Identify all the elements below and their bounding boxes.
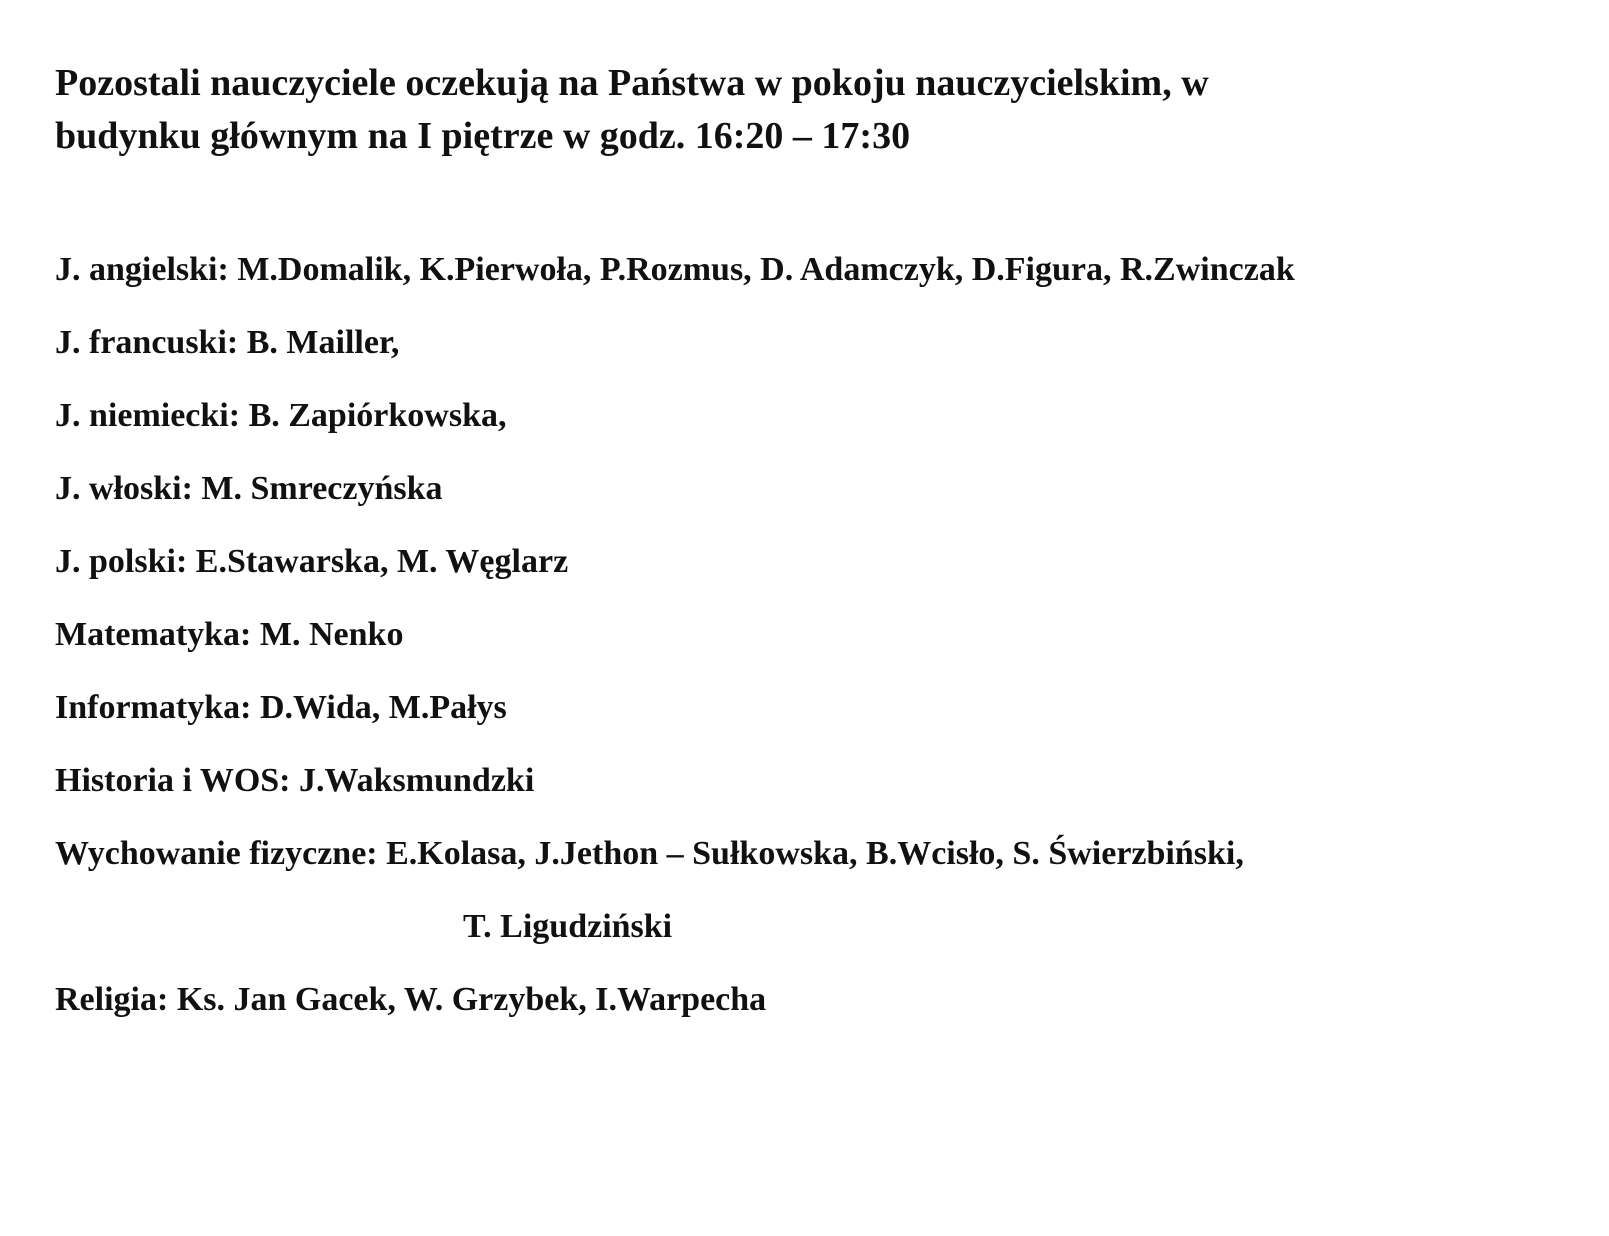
subject-label: J. niemiecki:	[55, 397, 241, 434]
subject-teachers: M.Domalik, K.Pierwoła, P.Rozmus, D. Adamczyk, D.Figura, R.Zwinczak	[237, 251, 1295, 288]
subject-informatics	[55, 688, 1575, 761]
subject-label: J. włoski:	[55, 470, 193, 507]
subject-teachers: D.Wida, M.Pałys	[259, 689, 507, 726]
announcement-heading	[55, 57, 1555, 163]
subject-teachers: E.Kolasa, J.Jethon – Sułkowska, B.Wcisło, S. Świerzbiński,	[386, 835, 1244, 872]
subject-teachers: B. Zapiórkowska,	[248, 397, 507, 434]
subject-label: Historia i WOS:	[55, 762, 291, 799]
heading-line-2: budynku głównym na I piętrze w godz. 16:20 – 17:30	[55, 115, 911, 157]
subject-teachers-continuation: T. Ligudziński	[463, 908, 673, 945]
subject-label: J. polski:	[55, 543, 188, 580]
subject-polish	[55, 542, 1575, 615]
subject-history	[55, 761, 1575, 834]
subject-german	[55, 396, 1575, 469]
subject-teachers: J.Waksmundzki	[299, 762, 535, 799]
subject-teachers: M. Smreczyńska	[201, 470, 443, 507]
subject-teachers: M. Nenko	[259, 616, 404, 653]
subject-mathematics	[55, 615, 1575, 688]
subject-teacher-list	[55, 250, 1575, 1053]
subject-physical-education	[55, 834, 1575, 907]
subject-teachers: E.Stawarska, M. Węglarz	[195, 543, 569, 580]
subject-label: Religia:	[55, 981, 169, 1018]
subject-label: Wychowanie fizyczne:	[55, 835, 378, 872]
heading-line-1: Pozostali nauczyciele oczekują na Państwa w pokoju nauczycielskim, w	[55, 62, 1209, 104]
subject-teachers: B. Mailler,	[246, 324, 400, 361]
subject-english	[55, 250, 1575, 323]
subject-religion	[55, 980, 1575, 1053]
subject-label: Matematyka:	[55, 616, 252, 653]
subject-label: Informatyka:	[55, 689, 252, 726]
subject-french	[55, 323, 1575, 396]
subject-italian	[55, 469, 1575, 542]
subject-teachers: Ks. Jan Gacek, W. Grzybek, I.Warpecha	[176, 981, 767, 1018]
subject-physical-education-continuation	[55, 907, 1575, 980]
subject-label: J. francuski:	[55, 324, 239, 361]
subject-label: J. angielski:	[55, 251, 229, 288]
